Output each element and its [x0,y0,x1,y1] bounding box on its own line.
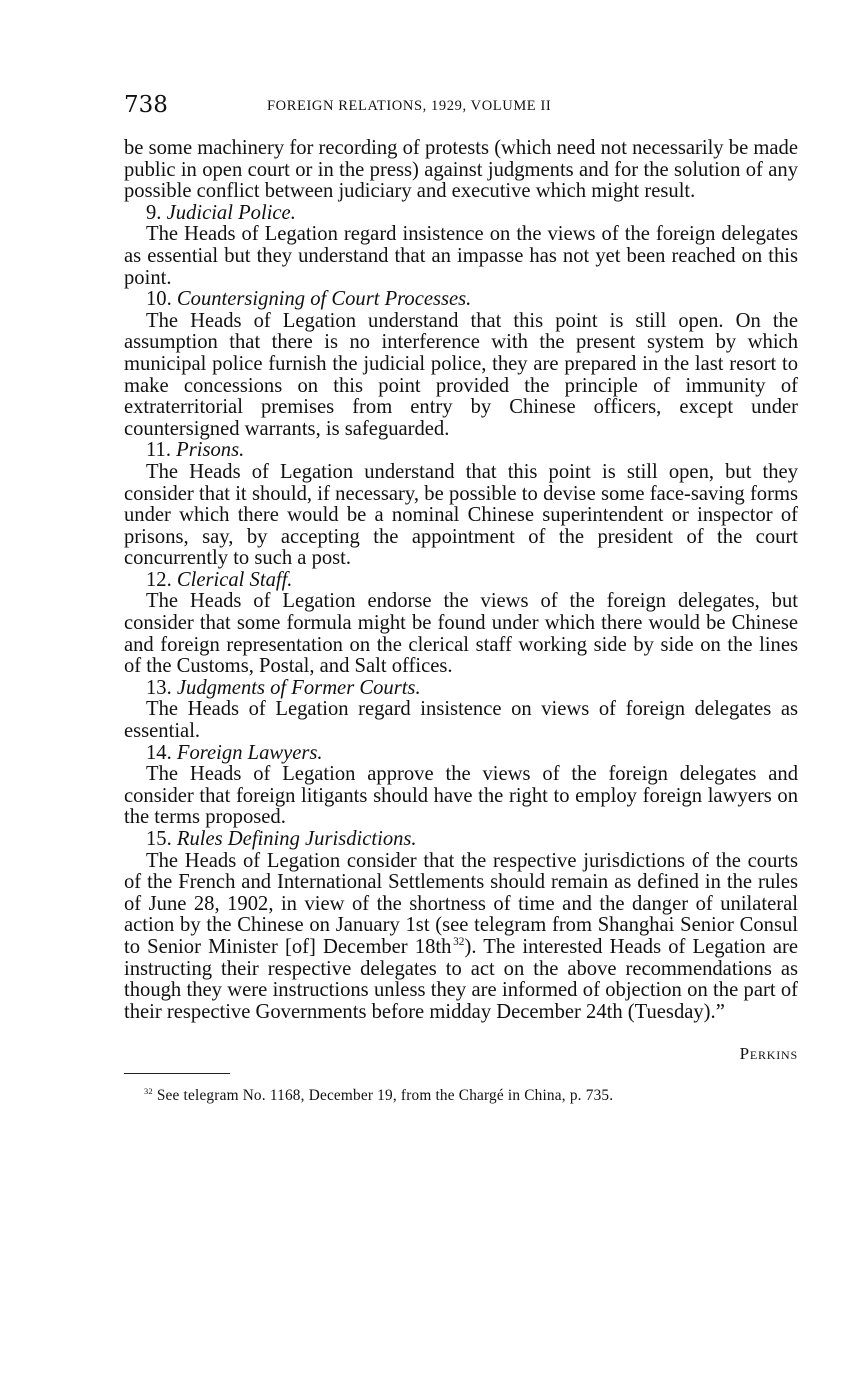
section-heading-9 [124,203,798,225]
footnote-text: See telegram No. 1168, December 19, from the Chargé in China, p. 735. [156,1087,614,1105]
signature: Perkins [739,1044,798,1064]
section-title: Rules Defining Jurisdictions. [176,828,417,850]
section-title: Judgments of Former Courts. [176,676,421,699]
section-paragraph-13: The Heads of Legation regard insistence on views of foreign delegates as essential. [124,698,798,743]
running-title: FOREIGN RELATIONS, 1929, VOLUME II [267,98,552,114]
section-heading-13 [124,678,798,700]
section-number: 14. [146,741,172,764]
body-text [124,138,798,1023]
section-title: Judicial Police. [166,201,296,224]
section-title: Countersigning of Court Processes. [176,288,472,311]
section-heading-15 [124,829,798,851]
section-number: 9. [146,201,162,224]
paragraph-text: The Heads of Legation consider that the respective jurisdictions of the courts of the French and International Settlements should remain as defined in the rules of June 28, 1902, in view of the shortness of time and the danger of unilateral action by the Chinese on January 1st (see telegram from Shanghai Senior Consul to Senior Minister [of] December 18th [124,849,798,958]
section-paragraph-12: The Heads of Legation endorse the views of the foreign delegates, but consider that some formula might be found under which there would be Chinese and foreign representation on the clerical staff working side by side on the lines of the Customs, Postal, and Salt offices. [124,590,798,678]
section-heading-12 [124,570,798,592]
section-number: 11. [146,439,171,462]
section-title: Prisons. [176,439,245,462]
footnote [124,1087,798,1105]
section-number: 12. [146,568,172,591]
section-title: Clerical Staff. [176,568,293,591]
section-number: 15. [146,828,172,850]
document-page [124,92,798,1105]
opening-paragraph: be some machinery for recording of protests (which need not necessarily be made public in open court or in the press) against judgments and for the solution of any possible conflict between judiciary and executive which might result. [124,137,798,203]
section-heading-11 [124,440,798,462]
section-number: 10. [146,288,172,311]
section-paragraph-11: The Heads of Legation understand that this point is still open, but they consider that it should, if necessary, be possible to devise some face-saving forms under which there would be a nominal Chinese superintendent or inspector of prisons, say, by accepting the appointment of the president of the court concurrently to such a post. [124,460,798,570]
footnote-divider [124,1073,230,1074]
section-paragraph-10: The Heads of Legation understand that this point is still open. On the assumption that there is no interference with the present system by which municipal police furnish the judicial police, they are prepared in the last resort to make concessions on this point provided the principle of immunity of extraterritorial premises from entry by Chinese officers, except under countersigned warrants, is safeguarded. [124,309,798,440]
section-paragraph-14: The Heads of Legation approve the views of the foreign delegates and consider that foreign litigants should have the right to employ foreign lawyers on the terms proposed. [124,763,798,829]
section-heading-10 [124,289,798,311]
section-title: Foreign Lawyers. [176,741,323,764]
section-paragraph-9: The Heads of Legation regard insistence on the views of the foreign delegates as essential but they understand that an impasse has not yet been reached on this point. [124,223,798,289]
page-number: 738 [124,92,168,118]
section-heading-14 [124,743,798,765]
paragraph-text: ). The interested Heads of Legation are instructing their respective delegates to act on the above recommendations as though they were instructions unless they are informed of objection on the part of their respective Governments before midday December 24th (Tuesday).” [124,935,799,1023]
running-head [124,92,798,122]
footnote-reference[interactable]: 32 [453,936,465,949]
footnote-marker: 32 [144,1087,153,1097]
section-number: 13. [146,676,172,699]
section-paragraph-15 [124,851,798,1024]
